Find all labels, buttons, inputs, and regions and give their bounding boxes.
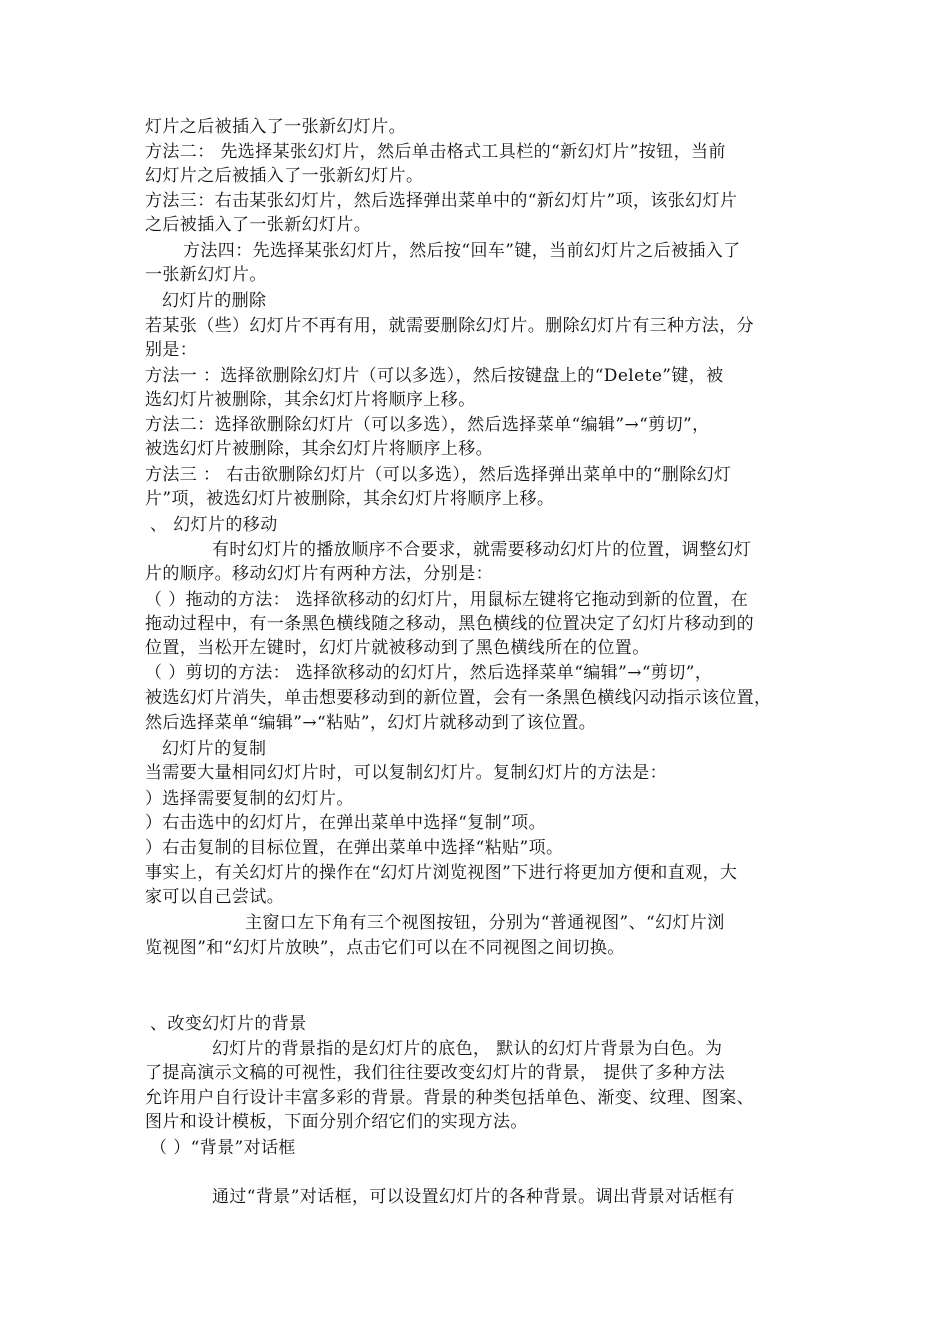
text-line: 之后被插入了一张新幻灯片。 <box>145 215 372 235</box>
text-line: 若某张（些）幻灯片不再有用，就需要删除幻灯片。删除幻灯片有三种方法，分 <box>145 316 754 336</box>
list-item: ）右击复制的目标位置，在弹出菜单中选择“粘贴”项。 <box>145 838 564 858</box>
text-line: 方法一 ：选择欲删除幻灯片（可以多选），然后按键盘上的“Delete”键，被 <box>145 366 724 386</box>
section-heading: 幻灯片的删除 <box>162 291 267 311</box>
section-heading: 、改变幻灯片的背景 <box>150 1014 307 1034</box>
text-line: 方法三 ： 右击欲删除幻灯片（可以多选），然后选择弹出菜单中的“删除幻灯 <box>145 465 732 485</box>
text-line: 方法三：右击某张幻灯片，然后选择弹出菜单中的“新幻灯片”项，该张幻灯片 <box>145 191 738 211</box>
text-line: 方法二： 先选择某张幻灯片，然后单击格式工具栏的“新幻灯片”按钮，当前 <box>145 142 726 162</box>
text-line: 有时幻灯片的播放顺序不合要求，就需要移动幻灯片的位置，调整幻灯 <box>212 540 752 560</box>
text-line: 当需要大量相同幻灯片时，可以复制幻灯片。复制幻灯片的方法是： <box>145 763 667 783</box>
text-line: 览视图”和“幻灯片放映”，点击它们可以在不同视图之间切换。 <box>145 938 625 958</box>
subsection-heading: （ ）“背景”对话框 <box>150 1138 296 1158</box>
text-line: 事实上，有关幻灯片的操作在“幻灯片浏览视图”下进行将更加方便和直观，大 <box>145 863 738 883</box>
text-line: 被选幻灯片被删除，其余幻灯片将顺序上移。 <box>145 439 493 459</box>
text-line: 一张新幻灯片。 <box>145 265 267 285</box>
list-item: ）选择需要复制的幻灯片。 <box>145 789 354 809</box>
text-line: 图片和设计模板，下面分别介绍它们的实现方法。 <box>145 1112 528 1132</box>
text-line: 灯片之后被插入了一张新幻灯片。 <box>145 117 406 137</box>
text-line: 位置，当松开左键时，幻灯片就被移动到了黑色横线所在的位置。 <box>145 638 650 658</box>
list-item: ）右击选中的幻灯片，在弹出菜单中选择“复制”项。 <box>145 813 546 833</box>
text-line: 别是： <box>145 340 198 360</box>
text-line: 允许用户自行设计丰富多彩的背景。背景的种类包括单色、渐变、纹理、图案、 <box>145 1088 754 1108</box>
section-heading: 幻灯片的复制 <box>162 739 267 759</box>
text-line: 选幻灯片被删除，其余幻灯片将顺序上移。 <box>145 390 476 410</box>
text-line: 通过“背景”对话框，可以设置幻灯片的各种背景。调出背景对话框有 <box>212 1187 735 1207</box>
text-line: 方法四：先选择某张幻灯片，然后按“回车”键，当前幻灯片之后被插入了 <box>183 241 741 261</box>
section-heading: 、 幻灯片的移动 <box>150 515 278 535</box>
text-line: 方法二：选择欲删除幻灯片（可以多选），然后选择菜单“编辑”→“剪切”， <box>145 415 710 435</box>
text-line: 片的顺序。移动幻灯片有两种方法，分别是： <box>145 564 493 584</box>
text-line: 然后选择菜单“编辑”→“粘贴”，幻灯片就移动到了该位置。 <box>145 713 597 733</box>
text-line: 家可以自己尝试。 <box>145 887 285 907</box>
text-line: （ ）剪切的方法： 选择欲移动的幻灯片，然后选择菜单“编辑”→“剪切”， <box>145 663 713 683</box>
text-line: 片”项，被选幻灯片被删除，其余幻灯片将顺序上移。 <box>145 489 555 509</box>
text-line: （ ）拖动的方法： 选择欲移动的幻灯片，用鼠标左键将它拖动到新的位置，在 <box>145 590 749 610</box>
text-line: 了提高演示文稿的可视性，我们往往要改变幻灯片的背景， 提供了多种方法 <box>145 1063 726 1083</box>
text-line: 幻灯片之后被插入了一张新幻灯片。 <box>145 166 424 186</box>
text-line: 拖动过程中，有一条黑色横线随之移动，黑色横线的位置决定了幻灯片移动到的 <box>145 614 754 634</box>
text-line: 主窗口左下角有三个视图按钮，分别为“普通视图”、“幻灯片浏 <box>245 913 725 933</box>
text-line: 被选幻灯片消失，单击想要移动到的新位置，会有一条黑色横线闪动指示该位置， <box>145 688 772 708</box>
text-line: 幻灯片的背景指的是幻灯片的底色， 默认的幻灯片背景为白色。为 <box>212 1039 723 1059</box>
